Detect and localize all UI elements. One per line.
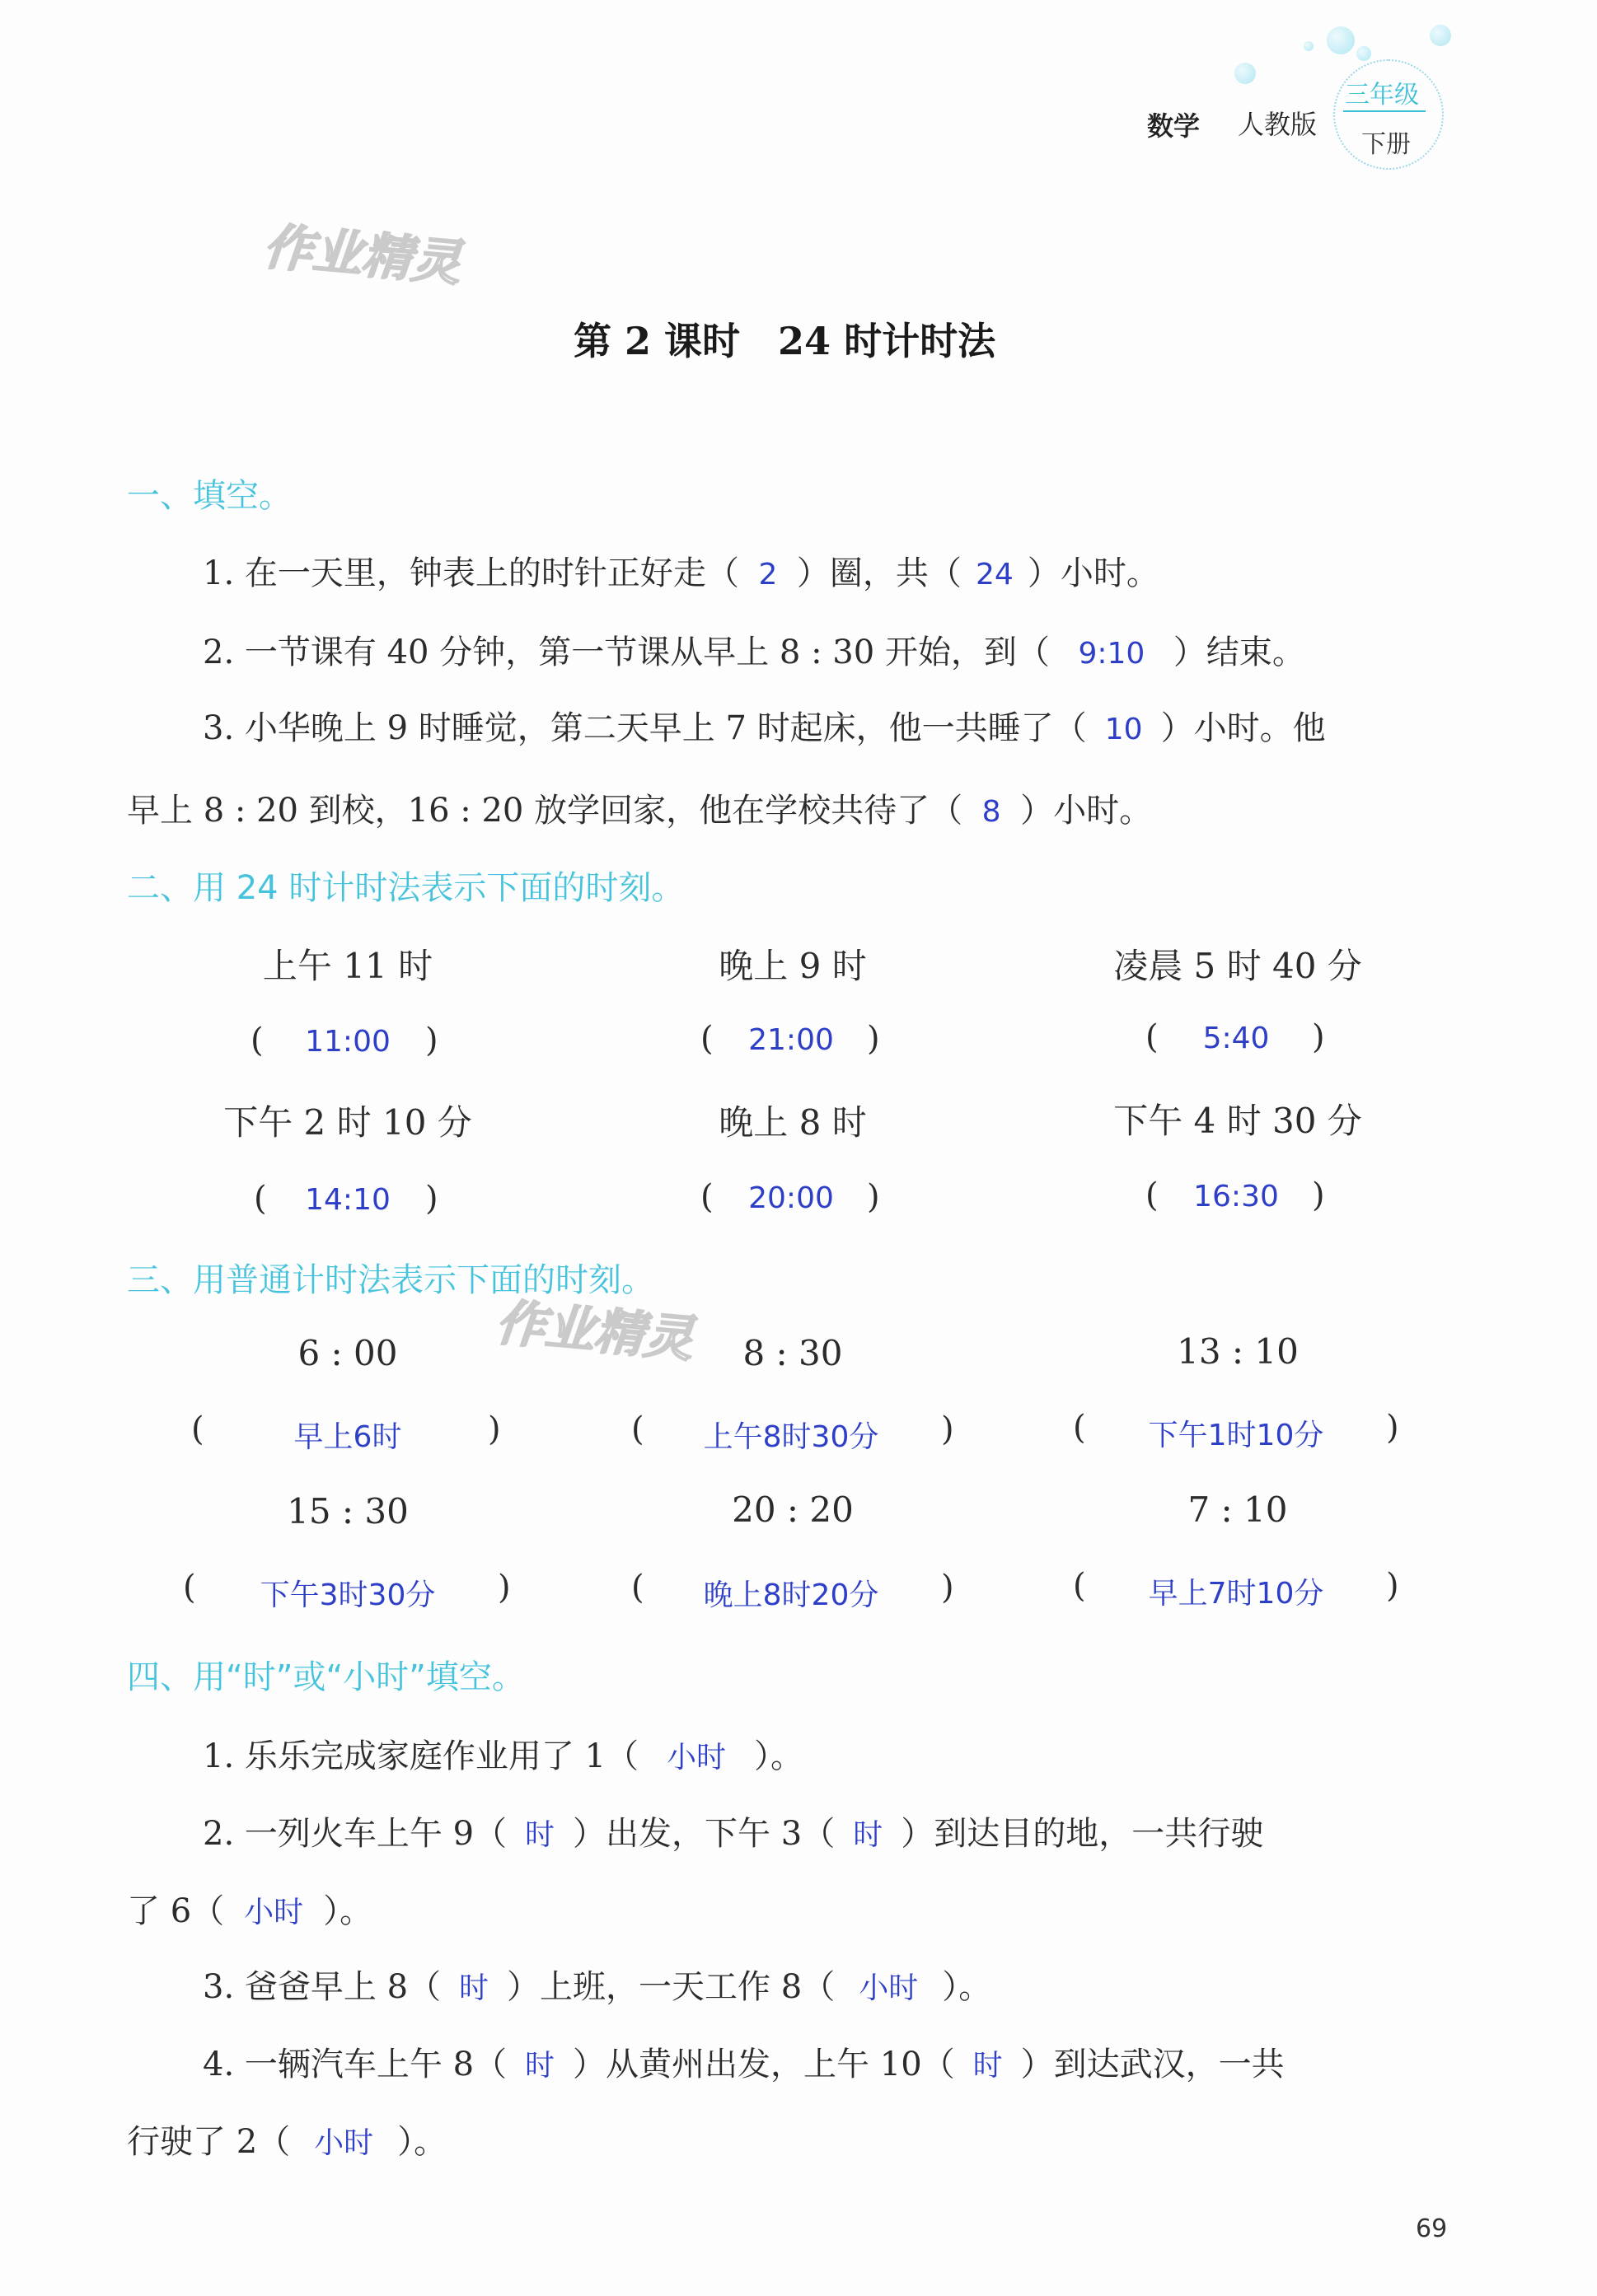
question-text: 3. 小华晚上 9 时睡觉，第二天早上 7 时起床，他一共睡了（ <box>203 709 1087 747</box>
open-paren: ( <box>183 1569 196 1606</box>
answer: 时 <box>853 1818 883 1852</box>
watermark-logo: 作业精灵 <box>260 217 464 293</box>
open-paren: ( <box>1073 1409 1086 1447</box>
answer: 下午3时30分 <box>260 1578 436 1612</box>
answer: 10 <box>1104 713 1143 746</box>
open-paren: ( <box>1145 1176 1159 1214</box>
answer: 早上6时 <box>293 1420 402 1454</box>
question-1-1 <box>203 547 1159 594</box>
close-paren: ) <box>498 1569 511 1606</box>
answer: 20:00 <box>748 1181 834 1215</box>
question-text: ）上班，一天工作 8（ <box>507 1968 836 2006</box>
question-4-4 <box>203 2038 1285 2085</box>
time-label: 下午 2 时 10 分 <box>223 1102 472 1143</box>
answer: 早上7时10分 <box>1148 1577 1324 1611</box>
answer: 小时 <box>667 1741 727 1775</box>
question-text: ）结束。 <box>1173 634 1305 671</box>
question-text: 早上 8 : 20 到校，16 : 20 放学回家，他在学校共待了（ <box>127 792 963 830</box>
open-paren: ( <box>191 1410 204 1448</box>
question-4-3 <box>203 1961 991 2008</box>
close-paren: ) <box>1386 1567 1399 1605</box>
question-4-4-cont <box>127 2116 447 2163</box>
lesson-title: 第 2 课时 24 时计时法 <box>574 319 996 363</box>
question-text: 行驶了 2（ <box>127 2123 291 2161</box>
page-number: 69 <box>1416 2214 1448 2243</box>
question-text: ）小时。 <box>1027 554 1159 592</box>
decorative-bubble <box>1327 26 1355 54</box>
open-paren: ( <box>1073 1567 1086 1605</box>
grade-label: 三年级 <box>1345 81 1419 110</box>
open-paren: ( <box>254 1180 267 1218</box>
question-text: 2. 一节课有 40 分钟，第一节课从早上 8 : 30 开始，到（ <box>203 634 1050 671</box>
section-heading-24h: 二、用 24 时计时法表示下面的时刻。 <box>127 869 685 907</box>
answer: 5:40 <box>1202 1022 1270 1055</box>
decorative-bubble <box>1234 63 1256 84</box>
time-label: 上午 11 时 <box>262 946 433 986</box>
answer: 晚上8时20分 <box>703 1578 879 1612</box>
answer: 8 <box>981 795 1001 829</box>
question-1-3-cont <box>127 784 1152 831</box>
question-text: 1. 在一天里，钟表上的时针正好走（ <box>203 554 739 592</box>
open-paren: ( <box>631 1569 644 1606</box>
question-text: ）从黄州出发，上午 10（ <box>573 2046 955 2083</box>
question-text: ）。 <box>397 2123 447 2161</box>
section-heading-12h: 三、用普通计时法表示下面的时刻。 <box>127 1261 654 1299</box>
volume-label: 下册 <box>1361 130 1411 159</box>
close-paren: ) <box>941 1569 954 1606</box>
open-paren: ( <box>251 1022 264 1059</box>
question-text: ）到达目的地，一共行驶 <box>901 1815 1264 1853</box>
question-4-1 <box>203 1730 803 1777</box>
question-1-2 <box>203 626 1305 673</box>
question-text: ）圈，共（ <box>796 554 962 592</box>
question-1-3 <box>203 702 1326 749</box>
time-label: 晚上 8 时 <box>719 1102 867 1143</box>
question-4-2 <box>203 1807 1263 1854</box>
question-text: ）小时。 <box>1020 792 1153 830</box>
answer: 小时 <box>859 1971 919 2005</box>
time-label: 6 : 00 <box>297 1333 398 1373</box>
time-label: 13 : 10 <box>1177 1331 1299 1372</box>
answer: 时 <box>525 1818 555 1852</box>
decorative-bubble <box>1430 25 1451 46</box>
time-label: 下午 4 时 30 分 <box>1113 1101 1362 1141</box>
edition-label: 人教版 <box>1238 109 1318 140</box>
question-text: 1. 乐乐完成家庭作业用了 1（ <box>203 1737 639 1775</box>
close-paren: ) <box>1312 1176 1325 1214</box>
close-paren: ) <box>425 1180 438 1218</box>
close-paren: ) <box>867 1020 880 1058</box>
question-text: ）。 <box>323 1892 373 1930</box>
grade-divider <box>1343 110 1426 112</box>
answer: 14:10 <box>305 1183 391 1217</box>
question-text: 4. 一辆汽车上午 8（ <box>203 2046 508 2083</box>
close-paren: ) <box>425 1022 438 1059</box>
answer: 时 <box>972 2049 1003 2083</box>
question-text: 了 6（ <box>127 1892 225 1930</box>
question-text: 3. 爸爸早上 8（ <box>203 1968 442 2006</box>
watermark-logo: 作业精灵 <box>493 1293 696 1369</box>
close-paren: ) <box>1386 1409 1399 1447</box>
subject-label: 数学 <box>1147 110 1201 142</box>
decorative-bubble <box>1304 41 1314 51</box>
close-paren: ) <box>867 1178 880 1216</box>
time-label: 7 : 10 <box>1187 1489 1288 1530</box>
question-4-2-cont <box>127 1885 372 1932</box>
answer: 时 <box>459 1971 489 2005</box>
answer: 21:00 <box>748 1023 834 1057</box>
question-text: ）。 <box>754 1737 804 1775</box>
open-paren: ( <box>700 1020 714 1058</box>
question-text: ）到达武汉，一共 <box>1020 2046 1285 2083</box>
answer: 2 <box>758 558 778 592</box>
question-text: ）出发，下午 3（ <box>573 1815 836 1853</box>
open-paren: ( <box>1145 1018 1159 1056</box>
answer: 上午8时30分 <box>703 1420 879 1454</box>
section-heading-fill-blank: 一、填空。 <box>127 477 292 515</box>
answer: 下午1时10分 <box>1148 1419 1324 1452</box>
answer: 小时 <box>244 1896 304 1929</box>
answer: 11:00 <box>305 1025 391 1059</box>
time-label: 8 : 30 <box>742 1333 843 1373</box>
answer: 9:10 <box>1078 637 1145 671</box>
time-label: 凌晨 5 时 40 分 <box>1113 946 1362 986</box>
time-label: 20 : 20 <box>732 1489 854 1530</box>
time-label: 15 : 30 <box>287 1491 409 1531</box>
answer: 16:30 <box>1193 1180 1279 1213</box>
close-paren: ) <box>941 1410 954 1448</box>
question-text: 2. 一列火车上午 9（ <box>203 1815 508 1853</box>
answer: 24 <box>975 558 1014 592</box>
question-text: ）小时。他 <box>1160 709 1326 747</box>
open-paren: ( <box>700 1178 714 1216</box>
answer: 小时 <box>314 2126 374 2160</box>
answer: 时 <box>525 2049 555 2083</box>
open-paren: ( <box>631 1410 644 1448</box>
close-paren: ) <box>488 1410 501 1448</box>
question-text: ）。 <box>942 1968 992 2006</box>
decorative-bubble <box>1356 46 1371 61</box>
time-label: 晚上 9 时 <box>719 946 867 986</box>
close-paren: ) <box>1312 1018 1325 1056</box>
section-heading-hour-choice: 四、用“时”或“小时”填空。 <box>127 1658 525 1696</box>
